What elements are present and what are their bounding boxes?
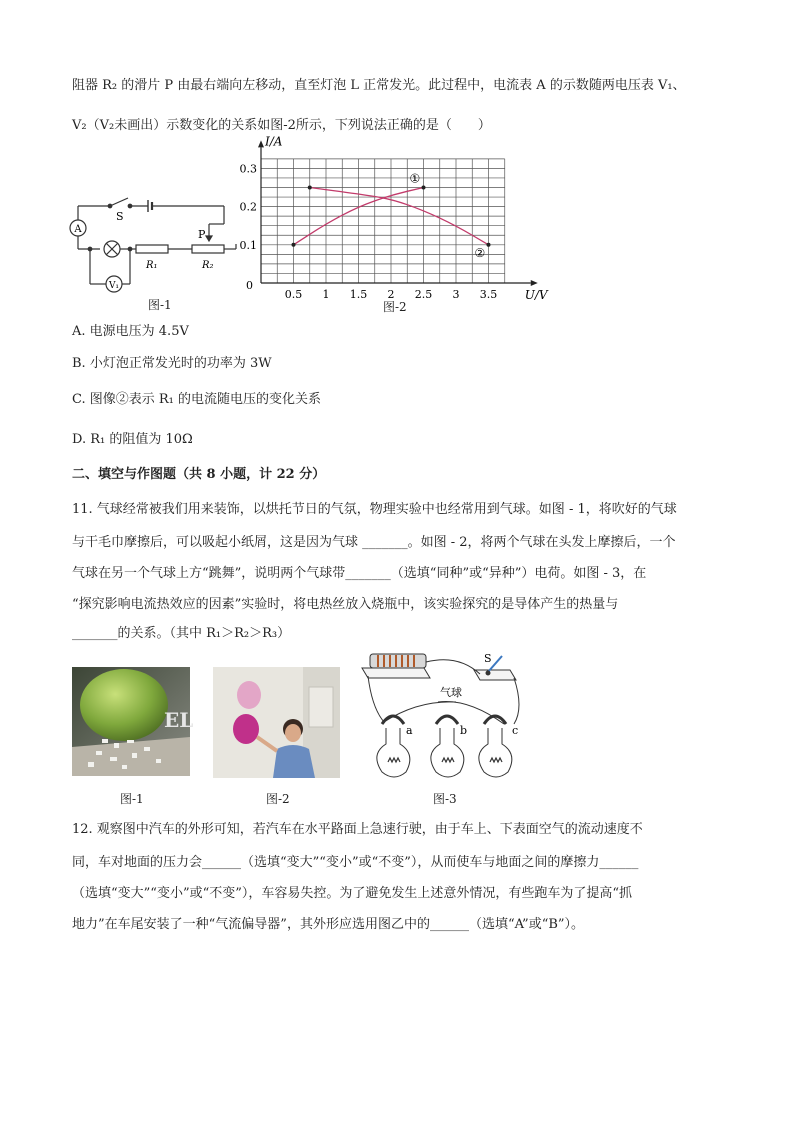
series-endpoint	[292, 243, 296, 247]
switch-blade	[110, 198, 128, 206]
fig3-label-b: b	[460, 724, 468, 737]
fig3-label-c: c	[512, 724, 519, 737]
q10-line2: V₂（V₂未画出）示数变化的关系如图-2所示，下列说法正确的是（ ）	[72, 118, 491, 133]
resistor-r1	[136, 245, 168, 253]
q12-line2: 同，车对地面的压力会______（选填“变大”“变小”或“不变”），从而使车与地面之间的摩擦力______	[72, 855, 639, 870]
series-endpoint	[422, 186, 426, 190]
x-tick-label: 2.5	[414, 288, 433, 301]
flask-a	[377, 716, 410, 777]
y-tick-label: 0.3	[239, 162, 257, 176]
series-endpoint	[308, 186, 312, 190]
svg-text:EL: EL	[164, 708, 194, 732]
q10-line1: 阻器 R₂ 的滑片 P 由最右端向左移动，直至灯泡 L 正常发光。此过程中，电流表 A 的示数随两电压表 V₁、	[72, 78, 686, 93]
x-tick-label: 1.5	[349, 288, 368, 301]
x-tick-label: 2	[387, 288, 395, 301]
section-heading: 二、填空与作图题（共 8 小题，计 22 分）	[72, 467, 326, 482]
flask-b	[431, 716, 464, 777]
iv-chart	[236, 134, 556, 310]
q12-line3: （选填“变大”“变小”或“不变”），车容易失控。为了避免发生上述意外情况，有些跑车为了提高“抓	[72, 886, 633, 901]
origin-label: 0	[246, 279, 253, 292]
q11-line4: “探究影响电流热效应的因素”实验时，将电热丝放入烧瓶中，该实验探究的是导体产生的热量与	[72, 597, 619, 612]
q12-line4: 地力”在车尾安装了一种“气流偏导器”，其外形应选用图乙中的______（选填“A”或“B”）。	[72, 917, 585, 932]
option-b: B. 小灯泡正常发光时的功率为 3W	[72, 356, 272, 371]
fig3-label-a: a	[406, 724, 413, 737]
series-label-2: ②	[474, 245, 486, 260]
option-d: D. R₁ 的阻值为 10Ω	[72, 432, 193, 447]
balloon-paper-photo	[72, 667, 194, 776]
x-tick-label: 3	[452, 288, 460, 301]
heating-apparatus	[358, 648, 534, 784]
option-c: C. 图像②表示 R₁ 的电流随电压的变化关系	[72, 392, 322, 407]
fig1-caption: 图-1	[148, 298, 172, 312]
q11-line5: _______的关系。（其中 R₁＞R₂＞R₃）	[72, 626, 291, 641]
series-endpoint	[487, 243, 491, 247]
q11-line3: 气球在另一个气球上方“跳舞”，说明两个气球带_______（选填“同种”或“异种”）电荷。如图 - 3，在	[72, 566, 647, 581]
fig3-caption: 图-3	[433, 792, 457, 806]
photo1-caption: 图-1	[120, 792, 144, 806]
q11-line1: 11. 气球经常被我们用来装饰，以烘托节日的气氛，物理实验中也经常用到气球。如图 - 1，将吹好的气球	[72, 502, 677, 517]
fig3-balloon-label: 气球	[440, 686, 462, 699]
flask-c	[479, 716, 512, 777]
q11-line2: 与干毛巾摩擦后，可以吸起小纸屑，这是因为气球 _______。如图 - 2，将两个气球在头发上摩擦后，一个	[72, 535, 676, 550]
x-axis-arrow	[531, 280, 538, 286]
photo2-caption: 图-2	[266, 792, 290, 806]
y-tick-label: 0.2	[239, 200, 257, 214]
series-label-1: ①	[409, 171, 421, 186]
switch-label: S	[116, 210, 124, 223]
x-axis-label: U/V	[524, 288, 548, 302]
two-balloons-photo	[213, 667, 340, 778]
r1-label: R₁	[146, 260, 158, 271]
slider-label: P	[198, 228, 206, 241]
ammeter-label: A	[74, 224, 82, 235]
x-tick-label: 3.5	[479, 288, 498, 301]
rheostat-r2	[192, 245, 224, 253]
voltmeter-label: V₁	[108, 281, 120, 291]
fig2-caption: 图-2	[383, 300, 407, 314]
circuit-diagram	[66, 192, 242, 300]
r2-label: R₂	[202, 260, 214, 271]
q12-line1: 12. 观察图中汽车的外形可知，若汽车在水平路面上急速行驶，由于车上、下表面空气的流动速度不	[72, 822, 643, 837]
x-tick-label: 0.5	[284, 288, 303, 301]
x-tick-label: 1	[322, 288, 330, 301]
y-axis-arrow	[258, 140, 264, 147]
y-axis-label: I/A	[265, 134, 283, 149]
option-a: A. 电源电压为 4.5V	[72, 324, 189, 339]
y-tick-label: 0.1	[239, 238, 257, 252]
fig3-switch-label: S	[484, 652, 492, 665]
